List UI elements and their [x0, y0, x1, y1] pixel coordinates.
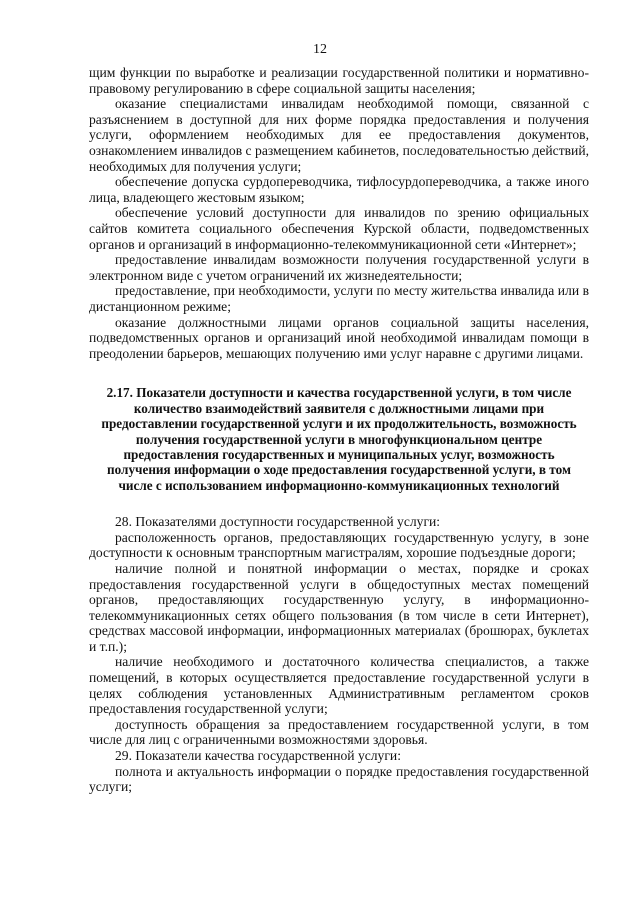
paragraph-home-service: предоставление, при необходимости, услуги по месту жительства инвалида или в дистанционном режиме;: [89, 283, 589, 314]
paragraph-electronic-service: предоставление инвалидам возможности получения государственной услуги в электронном виде с учетом ограничений их жизнедеятельности;: [89, 252, 589, 283]
paragraph-barrier-help: оказание должностными лицами органов социальной защиты населения, подведомственных органов и организаций иной необходимой инвалидам помощи в преодолении барьеров, мешающих получению ими услуг наравне с другими лицами.: [89, 314, 589, 361]
paragraph-sign-interpreter: обеспечение допуска сурдопереводчика, тифлосурдопереводчика, а также иного лица, владеющего жестовым языком;: [89, 174, 589, 205]
paragraph-information: наличие полной и понятной информации о местах, порядке и сроках предоставления государственной услуги в общедоступных местах помещений органов, предоставляющих государственную услугу, в информационно-телекоммуникационных сетях общего пользования (в том числе в сети Интернет), средствах массовой информации, информационных материалах (брошюрах, буклетах и т.п.);: [89, 560, 589, 654]
paragraph-assistance: оказание специалистами инвалидам необходимой помощи, связанной с разъяснением в доступной для них форме порядка предоставления и получения услуги, оформлением необходимых для ее предоставления документов, ознакомлением инвалидов с размещением кабинетов, последовательностью действий, необходимых для получения услуги;: [89, 96, 589, 174]
paragraph-staff: наличие необходимого и достаточного количества специалистов, а также помещений, в которых осуществляется предоставление государственной услуги в целях соблюдения установленных Административным регламентом сроков предоставления государственной услуги;: [89, 654, 589, 717]
document-body: [89, 65, 589, 795]
page-number: 12: [313, 42, 327, 57]
paragraph-continuation: щим функции по выработке и реализации государственной политики и нормативно-правовому регулированию в сфере социальной защиты населения;: [89, 65, 589, 96]
paragraph-appeal-accessibility: доступность обращения за предоставлением государственной услуги, в том числе для лиц с ограниченными возможностями здоровья.: [89, 716, 589, 748]
paragraph-website-accessibility: обеспечение условий доступности для инвалидов по зрению официальных сайтов комитета социального обеспечения Курской области, подведомственных органов и организаций в информационно-телекоммуникационной сети «Интернет»;: [89, 205, 589, 252]
paragraph-information-completeness: полнота и актуальность информации о порядке предоставления государственной услуги;: [89, 763, 589, 795]
paragraph-accessibility-indicators: 28. Показателями доступности государственной услуги:: [115, 514, 441, 530]
section-heading: 2.17. Показатели доступности и качества государственной услуги, в том числе количество взаимодействий заявителя с должностными лицами при предоставлении государственной услуги и их продолжительность, возможность получения государственной услуги в многофункциональном центре предоставления государственных и муниципальных услуг, возможность получения информации о ходе предоставления государственной услуги, в том числе с использованием информационно-коммуникационных технологий: [101, 385, 577, 493]
paragraph-location: расположенность органов, предоставляющих государственную услугу, в зоне доступности к основным транспортным магистралям, хорошие подъездные дороги;: [89, 529, 589, 561]
paragraph-quality-indicators: 29. Показатели качества государственной услуги:: [115, 748, 401, 764]
